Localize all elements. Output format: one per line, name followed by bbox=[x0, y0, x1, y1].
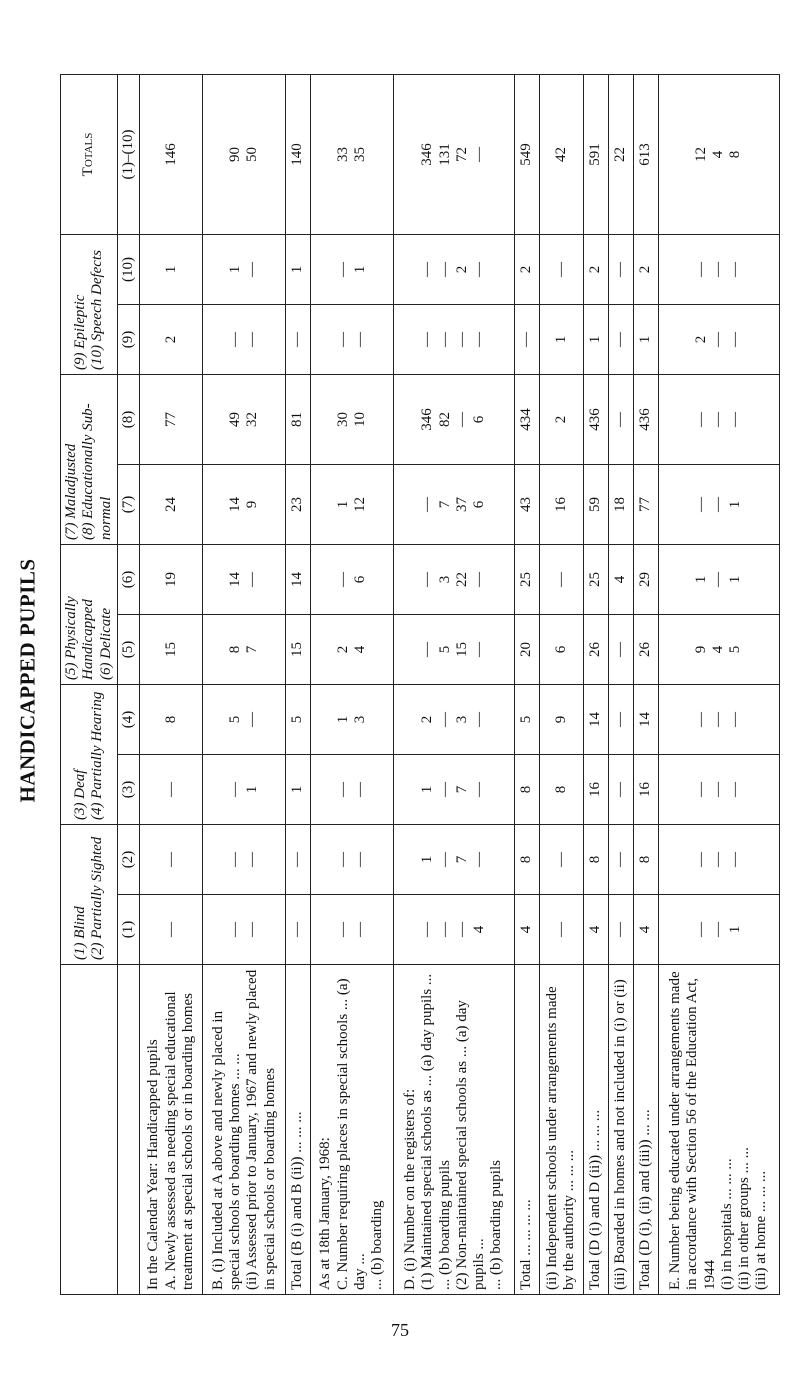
row-label: Total (B (i) and B (ii)) ... ... ... bbox=[286, 965, 311, 1295]
table-cell: — — bbox=[311, 755, 394, 825]
table-cell: 549 bbox=[515, 74, 540, 234]
column-number: (9) bbox=[117, 304, 139, 374]
group-header-totals: Totals bbox=[61, 74, 118, 234]
table-cell: — bbox=[286, 825, 311, 895]
table-cell: 5 bbox=[515, 684, 540, 754]
table-cell: 77 bbox=[140, 374, 203, 464]
table-body bbox=[140, 74, 780, 1294]
table-cell: — bbox=[515, 304, 540, 374]
table-cell: 5 bbox=[286, 684, 311, 754]
table-cell: 8 bbox=[140, 684, 203, 754]
handicapped-pupils-table bbox=[60, 74, 780, 1295]
table-cell: 18 bbox=[608, 464, 633, 544]
table-cell: — bbox=[608, 895, 633, 965]
table-row bbox=[515, 74, 540, 1294]
column-number: (3) bbox=[117, 755, 139, 825]
table-cell: 19 bbox=[140, 544, 203, 614]
table-cell: 15 bbox=[286, 614, 311, 684]
table-row bbox=[633, 74, 658, 1294]
table-row bbox=[140, 74, 203, 1294]
table-cell: 14 bbox=[633, 684, 658, 754]
table-cell: — bbox=[608, 614, 633, 684]
row-label: D. (i) Number on the registers of: (1) Maintained special schools as ... (a) day pupils ... ... (b) boarding pupils (2) Non-maintained special schools as ... (a) day pupils ... ... (b) boarding pupils bbox=[393, 965, 514, 1295]
table-cell: 146 bbox=[140, 74, 203, 234]
table-cell: — — — 4 bbox=[393, 895, 514, 965]
table-cell: — 6 bbox=[311, 544, 394, 614]
table-cell: — — bbox=[311, 304, 394, 374]
table-cell: 591 bbox=[584, 74, 609, 234]
table-cell: 20 bbox=[515, 614, 540, 684]
table-cell: 2 4 bbox=[311, 614, 394, 684]
row-label: As at 18th January, 1968: C. Number requiring places in special schools ... (a) day ... ... (b) boarding bbox=[311, 965, 394, 1295]
table-cell: 14 bbox=[286, 544, 311, 614]
table-cell: 8 bbox=[633, 825, 658, 895]
table-cell: 42 bbox=[539, 74, 583, 234]
table-cell: 2 bbox=[539, 374, 583, 464]
column-number: (7) bbox=[117, 464, 139, 544]
table-cell: — bbox=[539, 234, 583, 304]
row-label: B. (i) Included at A above and newly placed in special schools or boarding homes ... ... (ii) Assessed prior to January, 1967 and newly placed in special schools or boarding homes bbox=[203, 965, 286, 1295]
table-cell: 33 35 bbox=[311, 74, 394, 234]
column-number: (1)–(10) bbox=[117, 74, 139, 234]
group-header-deaf: (3) Deaf (4) Partially Hearing bbox=[61, 684, 118, 824]
column-number-row bbox=[117, 74, 139, 1294]
table-cell: 9 bbox=[539, 684, 583, 754]
row-label: (iii) Boarded in homes and not included in (i) or (ii) bbox=[608, 965, 633, 1295]
table-cell: 1 bbox=[584, 304, 609, 374]
table-cell: — bbox=[539, 895, 583, 965]
table-cell: 1 — 7 — bbox=[393, 825, 514, 895]
table-cell: — 7 37 6 bbox=[393, 464, 514, 544]
table-cell: — — bbox=[311, 895, 394, 965]
table-cell: 1 bbox=[286, 755, 311, 825]
table-row bbox=[584, 74, 609, 1294]
table-cell: 9 4 5 bbox=[658, 614, 779, 684]
table-cell: 43 bbox=[515, 464, 540, 544]
table-cell: 12 4 8 bbox=[658, 74, 779, 234]
row-label: Total (D (i), (ii) and (iii)) ... ... bbox=[633, 965, 658, 1295]
table-cell: 1 12 bbox=[311, 464, 394, 544]
table-cell: — bbox=[608, 825, 633, 895]
table-cell: 1 — bbox=[203, 234, 286, 304]
table-cell: 81 bbox=[286, 374, 311, 464]
blank-number-cell bbox=[117, 965, 139, 1295]
table-cell: 90 50 bbox=[203, 74, 286, 234]
table-cell: 15 bbox=[140, 614, 203, 684]
table-cell: 23 bbox=[286, 464, 311, 544]
table-cell: 16 bbox=[584, 755, 609, 825]
table-cell: 1 bbox=[633, 304, 658, 374]
table-cell: — — — bbox=[658, 374, 779, 464]
table-cell: — bbox=[286, 304, 311, 374]
table-cell: 30 10 bbox=[311, 374, 394, 464]
table-cell: 26 bbox=[633, 614, 658, 684]
table-cell: 1 bbox=[539, 304, 583, 374]
row-label: In the Calendar Year: Handicapped pupils A. Newly assessed as needing special educational treatment at special schools or in boarding homes bbox=[140, 965, 203, 1295]
table-cell: 14 9 bbox=[203, 464, 286, 544]
table-cell: 1 bbox=[286, 234, 311, 304]
table-cell: — bbox=[539, 825, 583, 895]
group-header-maladjusted: (7) Maladjusted (8) Educationally Sub-normal bbox=[61, 374, 118, 544]
row-label: (ii) Independent schools under arrangements made by the authority ... ... ... bbox=[539, 965, 583, 1295]
table-cell: 25 bbox=[584, 544, 609, 614]
table-cell: 77 bbox=[633, 464, 658, 544]
group-header-blind: (1) Blind (2) Partially Sighted bbox=[61, 825, 118, 965]
table-row bbox=[608, 74, 633, 1294]
rotated-table-container bbox=[60, 75, 780, 1295]
table-cell: 26 bbox=[584, 614, 609, 684]
table-cell: 8 7 bbox=[203, 614, 286, 684]
table-row bbox=[658, 74, 779, 1294]
table-cell: — — bbox=[203, 825, 286, 895]
table-cell: 49 32 bbox=[203, 374, 286, 464]
table-cell: — bbox=[539, 544, 583, 614]
table-cell: — — bbox=[311, 825, 394, 895]
table-cell: 2 — 3 — bbox=[393, 684, 514, 754]
page-title: HANDICAPPED PUPILS bbox=[15, 557, 40, 803]
table-cell: — bbox=[608, 755, 633, 825]
group-header-physically-handicapped: (5) Physically Handicapped (6) Delicate bbox=[61, 544, 118, 684]
table-cell: 2 bbox=[140, 304, 203, 374]
table-cell: 16 bbox=[539, 464, 583, 544]
table-cell: 346 131 72 — bbox=[393, 74, 514, 234]
table-cell: — — — bbox=[658, 684, 779, 754]
page-number: 75 bbox=[391, 1320, 409, 1340]
column-number: (1) bbox=[117, 895, 139, 965]
table-cell: — — 1 bbox=[658, 464, 779, 544]
table-cell: 436 bbox=[584, 374, 609, 464]
table-cell: — — 1 bbox=[658, 895, 779, 965]
table-cell: 24 bbox=[140, 464, 203, 544]
group-header-row bbox=[61, 74, 118, 1294]
table-cell: 4 bbox=[584, 895, 609, 965]
table-cell: 1 — 1 bbox=[658, 544, 779, 614]
table-cell: 22 bbox=[608, 74, 633, 234]
table-cell: — bbox=[608, 374, 633, 464]
table-cell: — bbox=[140, 755, 203, 825]
table-cell: 1 3 bbox=[311, 684, 394, 754]
table-cell: 613 bbox=[633, 74, 658, 234]
table-cell: — bbox=[608, 304, 633, 374]
table-cell: — bbox=[608, 234, 633, 304]
blank-header-cell bbox=[61, 965, 118, 1295]
table-sheet bbox=[60, 75, 780, 1295]
table-cell: 5 — bbox=[203, 684, 286, 754]
table-cell: — bbox=[286, 895, 311, 965]
table-cell: — bbox=[140, 825, 203, 895]
table-cell: 29 bbox=[633, 544, 658, 614]
column-number: (6) bbox=[117, 544, 139, 614]
table-cell: 2 bbox=[633, 234, 658, 304]
page-title-wrapper bbox=[5, 40, 51, 1320]
table-cell: 4 bbox=[515, 895, 540, 965]
table-cell: 16 bbox=[633, 755, 658, 825]
table-row bbox=[311, 74, 394, 1294]
table-cell: — 1 bbox=[203, 755, 286, 825]
row-label: Total (D (i) and D (ii)) ... ... ... bbox=[584, 965, 609, 1295]
table-cell: 8 bbox=[515, 755, 540, 825]
table-cell: — — — — bbox=[393, 304, 514, 374]
table-cell: 2 — — bbox=[658, 304, 779, 374]
group-header-epileptic: (9) Epileptic (10) Speech Defects bbox=[61, 234, 118, 374]
column-number: (2) bbox=[117, 825, 139, 895]
column-number: (10) bbox=[117, 234, 139, 304]
table-cell: 346 82 — 6 bbox=[393, 374, 514, 464]
table-cell: — bbox=[140, 895, 203, 965]
column-number: (8) bbox=[117, 374, 139, 464]
table-cell: 8 bbox=[539, 755, 583, 825]
table-cell: 434 bbox=[515, 374, 540, 464]
table-cell: — — — bbox=[658, 825, 779, 895]
table-cell: 436 bbox=[633, 374, 658, 464]
table-cell: — — — bbox=[658, 234, 779, 304]
row-label: Total ... ... ... ... bbox=[515, 965, 540, 1295]
table-row bbox=[286, 74, 311, 1294]
table-cell: 8 bbox=[515, 825, 540, 895]
table-cell: — — bbox=[203, 895, 286, 965]
table-cell: — 1 bbox=[311, 234, 394, 304]
row-label: E. Number being educated under arrangements made in accordance with Section 56 of the Education Act, 1944 (i) in hospitals ... ... ... (ii) in other groups ... ... (iii) at home ... ... ... bbox=[658, 965, 779, 1295]
table-cell: — — 2 — bbox=[393, 234, 514, 304]
table-row bbox=[393, 74, 514, 1294]
table-row bbox=[203, 74, 286, 1294]
table-cell: — — — bbox=[658, 755, 779, 825]
table-cell: 4 bbox=[633, 895, 658, 965]
table-cell: — 3 22 — bbox=[393, 544, 514, 614]
table-cell: 14 — bbox=[203, 544, 286, 614]
table-cell: 25 bbox=[515, 544, 540, 614]
table-cell: 6 bbox=[539, 614, 583, 684]
table-cell: 140 bbox=[286, 74, 311, 234]
table-cell: 2 bbox=[515, 234, 540, 304]
column-number: (4) bbox=[117, 684, 139, 754]
table-cell: — bbox=[608, 684, 633, 754]
table-cell: — 5 15 — bbox=[393, 614, 514, 684]
table-cell: 59 bbox=[584, 464, 609, 544]
table-cell: 1 bbox=[140, 234, 203, 304]
table-cell: 2 bbox=[584, 234, 609, 304]
table-cell: — — bbox=[203, 304, 286, 374]
column-number: (5) bbox=[117, 614, 139, 684]
table-cell: 1 — 7 — bbox=[393, 755, 514, 825]
table-row bbox=[539, 74, 583, 1294]
table-cell: 4 bbox=[608, 544, 633, 614]
table-cell: 8 bbox=[584, 825, 609, 895]
table-cell: 14 bbox=[584, 684, 609, 754]
